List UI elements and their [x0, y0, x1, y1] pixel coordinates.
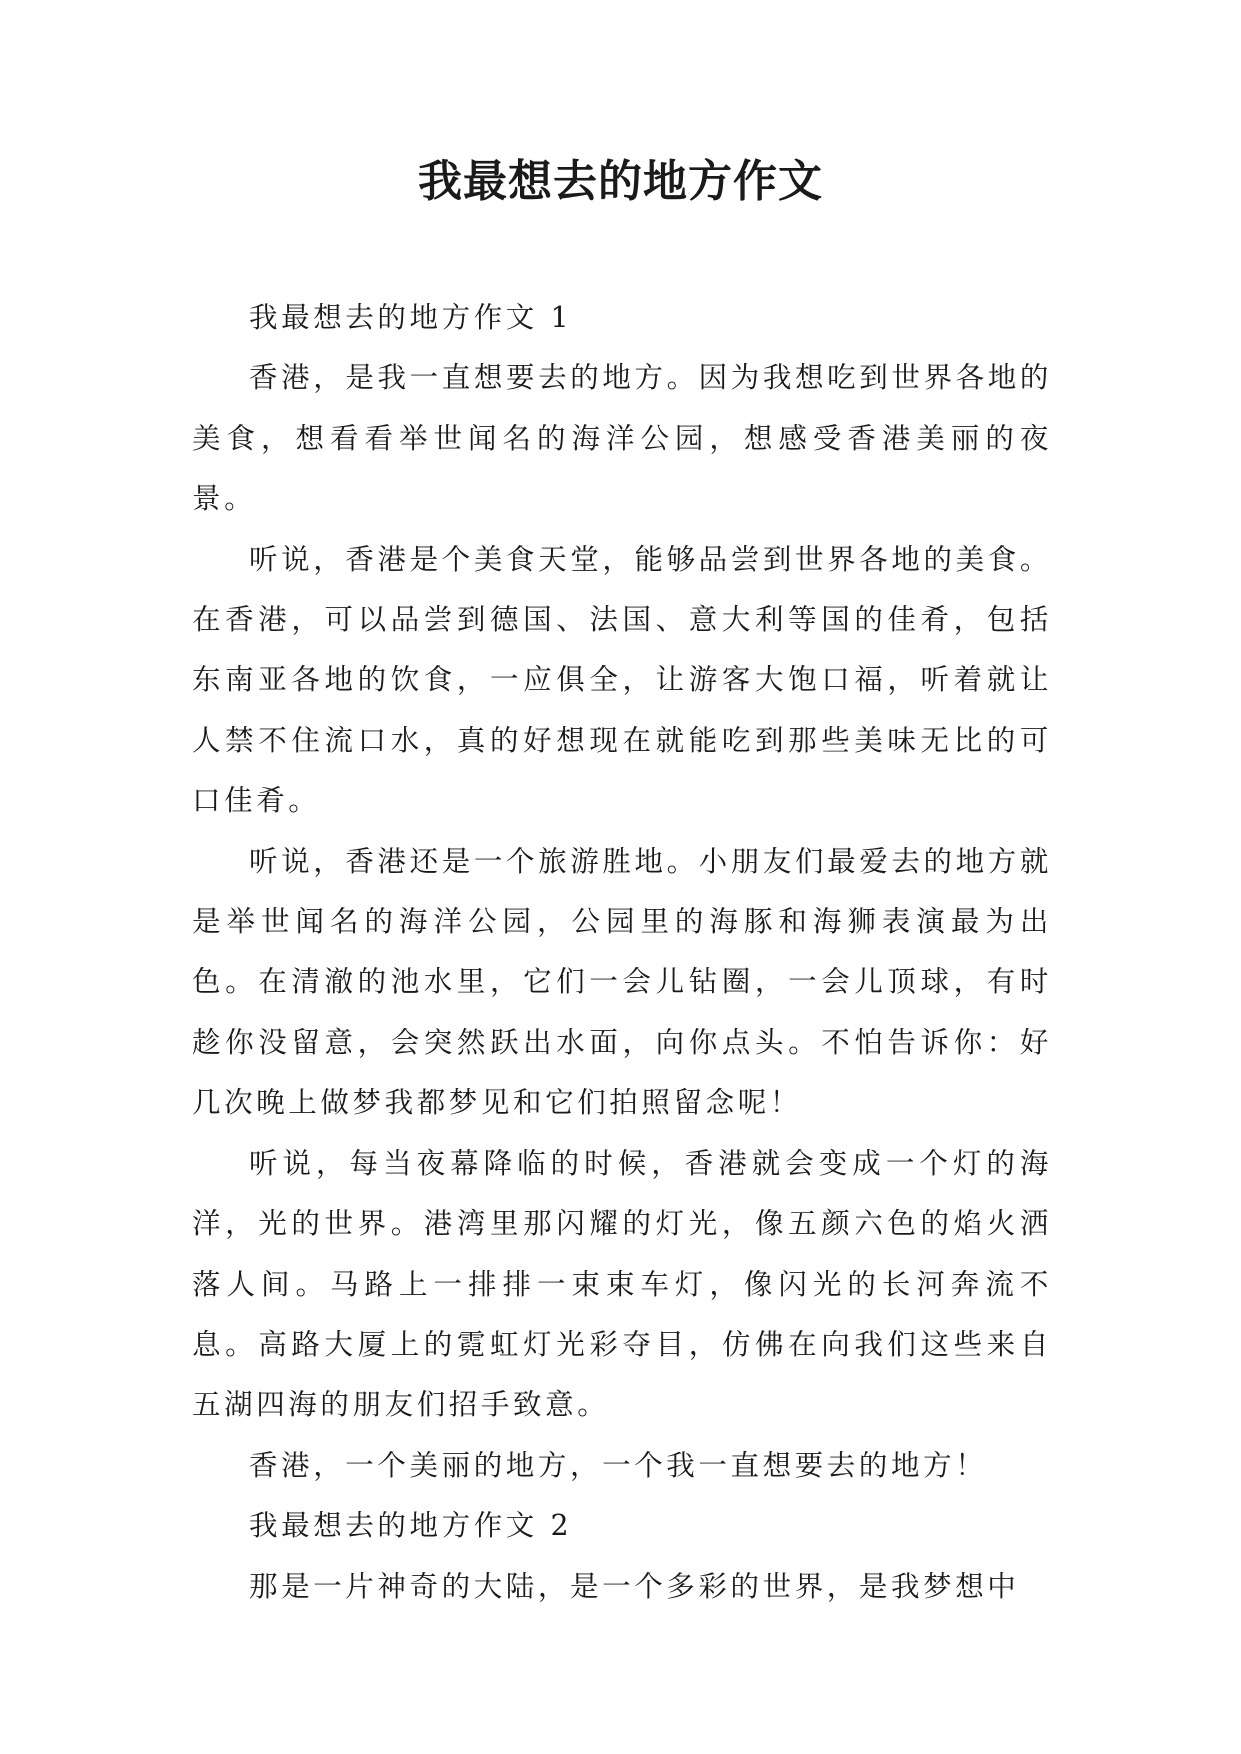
- paragraph-conclusion: 香港，一个美丽的地方，一个我一直想要去的地方！: [249, 1448, 988, 1482]
- paragraph-ocean-park: 听说，香港还是一个旅游胜地。小朋友们最爱去的地方就是举世闻名的海洋公园，公园里的海豚和海狮表演最为出色。在清澈的池水里，它们一会儿钻圈，一会儿顶球，有时趁你没留意，会突然跃出水面，向你点头。不怕告诉你：好几次晚上做梦我都梦见和它们拍照留念呢！: [192, 844, 1052, 1120]
- paragraph-food: 听说，香港是个美食天堂，能够品尝到世界各地的美食。在香港，可以品尝到德国、法国、意大利等国的佳肴，包括东南亚各地的饮食，一应俱全，让游客大饱口福，听着就让人禁不住流口水，真的好想现在就能吃到那些美味无比的可口佳肴。: [192, 542, 1052, 818]
- paragraph-intro: 香港，是我一直想要去的地方。因为我想吃到世界各地的美食，想看看举世闻名的海洋公园，想感受香港美丽的夜景。: [192, 361, 1052, 516]
- paragraph-essay2-start: 那是一片神奇的大陆，是一个多彩的世界，是我梦想中: [249, 1569, 1020, 1603]
- essay-heading-1: 我最想去的地方作文 1: [249, 301, 573, 334]
- essay-heading-2: 我最想去的地方作文 2: [249, 1509, 573, 1543]
- document-title: 我最想去的地方作文: [418, 156, 823, 207]
- paragraph-night-view: 听说，每当夜幕降临的时候，香港就会变成一个灯的海洋，光的世界。港湾里那闪耀的灯光，像五颜六色的焰火洒落人间。马路上一排排一束束车灯，像闪光的长河奔流不息。高路大厦上的霓虹灯光彩夺目，仿佛在向我们这些来自五湖四海的朋友们招手致意。: [192, 1146, 1052, 1422]
- document-body: [192, 288, 1052, 1617]
